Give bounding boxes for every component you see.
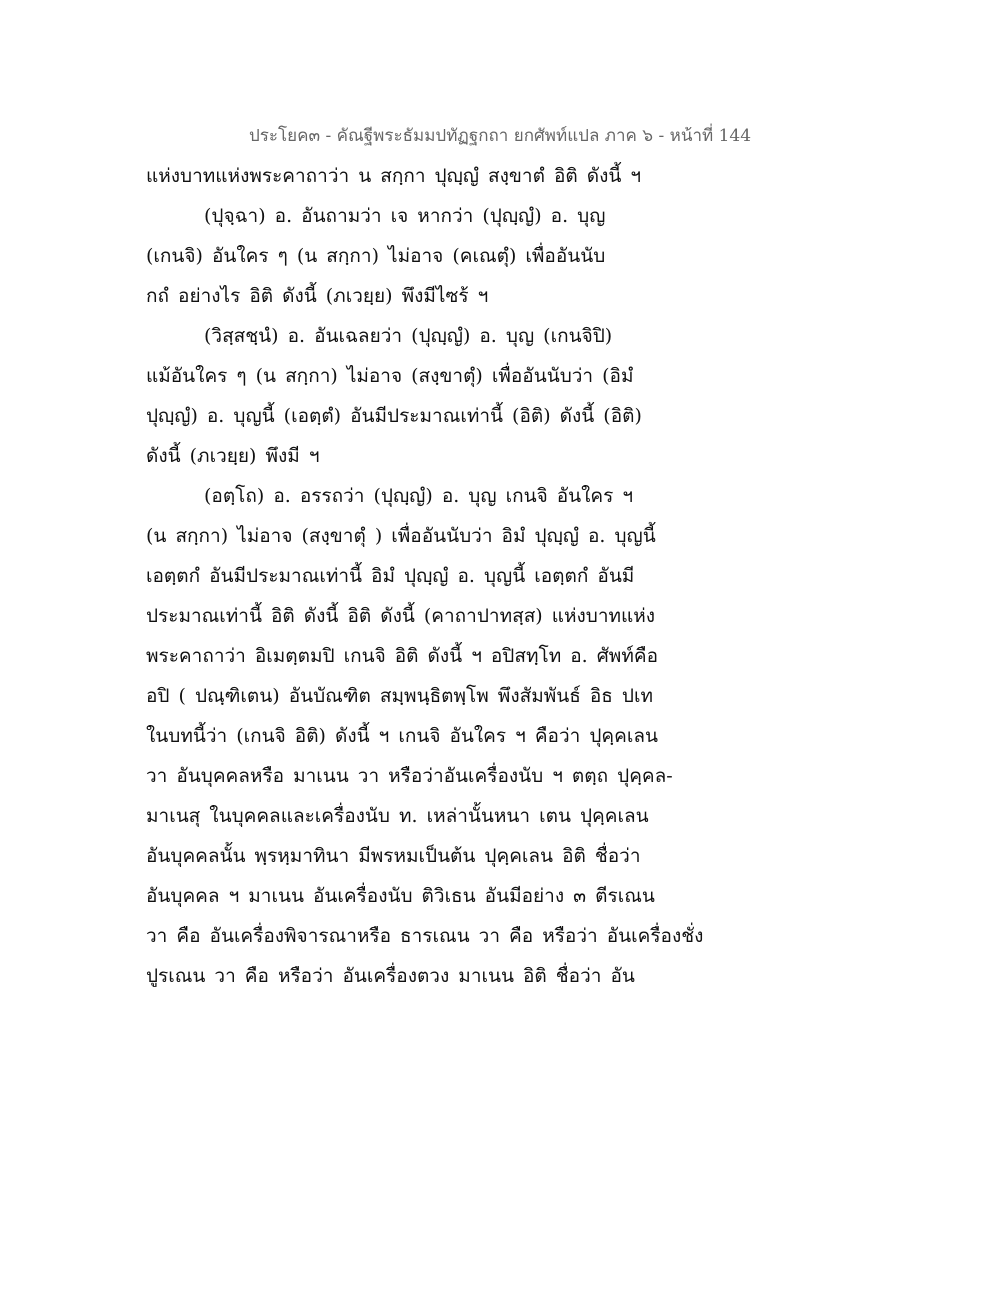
text-line: (น สกฺกา) ไม่อาจ (สงฺขาตุํ ) เพื่ออันนับว่า อิมํ ปุญฺญํ อ. บุญนี้ [146,525,656,547]
running-header: ประโยค๓ - คัณฐีพระธัมมปทัฏฐกถา ยกศัพท์แปล ภาค ๖ - หน้าที่ 144 [248,126,752,146]
text-line: อปิ ( ปณฺฑิเตน) อันบัณฑิต สมฺพนฺธิตพฺโพ พึงสัมพันธ์ อิธ ปเท [146,685,653,707]
text-line: (อตฺโถ) อ. อรรถว่า (ปุญฺญํ) อ. บุญ เกนจิ อันใคร ฯ [204,485,634,507]
body-text [146,156,726,996]
text-line: (วิสฺสชฺนํ) อ. อันเฉลยว่า (ปุญฺญํ) อ. บุญ (เกนจิปิ) [204,325,613,347]
text-line: เอตฺตกํ อันมีประมาณเท่านี้ อิมํ ปุญฺญํ อ. บุญนี้ เอตฺตกํ อันมี [146,565,635,587]
text-line: อันบุคคลนั้น พฺรหฺมาทินา มีพรหมเป็นต้น ปุคฺคเลน อิติ ชื่อว่า [146,845,641,867]
text-line: ประมาณเท่านี้ อิติ ดังนี้ อิติ ดังนี้ (คาถาปาทสฺส) แห่งบาทแห่ง [146,605,656,627]
text-line: ดังนี้ (ภเวยฺย) พึงมี ฯ [146,445,320,467]
text-line: แห่งบาทแห่งพระคาถาว่า น สกฺกา ปุญฺญํ สงฺขาตํ อิติ ดังนี้ ฯ [146,165,642,187]
text-line: ในบทนี้ว่า (เกนจิ อิติ) ดังนี้ ฯ เกนจิ อันใคร ฯ คือว่า ปุคฺคเลน [146,725,658,747]
text-line: (ปุจฺฉา) อ. อันถามว่า เจ หากว่า (ปุญฺญํ) อ. บุญ [204,205,606,227]
text-line: ปูรเณน วา คือ หรือว่า อันเครื่องตวง มาเนน อิติ ชื่อว่า อัน [146,965,635,987]
text-line: แม้อันใคร ๆ (น สกฺกา) ไม่อาจ (สงฺขาตุํ) เพื่ออันนับว่า (อิมํ [146,365,634,387]
text-line: พระคาถาว่า อิเมตฺตมปิ เกนจิ อิติ ดังนี้ ฯ อปิสทฺโท อ. ศัพท์คือ [146,645,658,667]
text-line: วา อันบุคคลหรือ มาเนน วา หรือว่าอันเครื่องนับ ฯ ตตฺถ ปุคฺคล- [146,765,673,787]
text-line: กถํ อย่างไร อิติ ดังนี้ (ภเวยฺย) พึงมีไซร้ ฯ [146,285,489,307]
text-line: อันบุคคล ฯ มาเนน อันเครื่องนับ ติวิเธน อันมีอย่าง ๓ ตีรเณน [146,885,655,907]
text-line: วา คือ อันเครื่องพิจารณาหรือ ธารเณน วา คือ หรือว่า อันเครื่องชั่ง [146,925,704,947]
text-line: ปุญฺญํ) อ. บุญนี้ (เอตฺตํ) อันมีประมาณเท่านี้ (อิติ) ดังนี้ (อิติ) [146,405,642,427]
text-line: (เกนจิ) อันใคร ๆ (น สกฺกา) ไม่อาจ (คเณตุํ) เพื่ออันนับ [146,245,606,267]
text-line: มาเนสุ ในบุคคลและเครื่องนับ ท. เหล่านั้นหนา เตน ปุคฺคเลน [146,805,649,827]
